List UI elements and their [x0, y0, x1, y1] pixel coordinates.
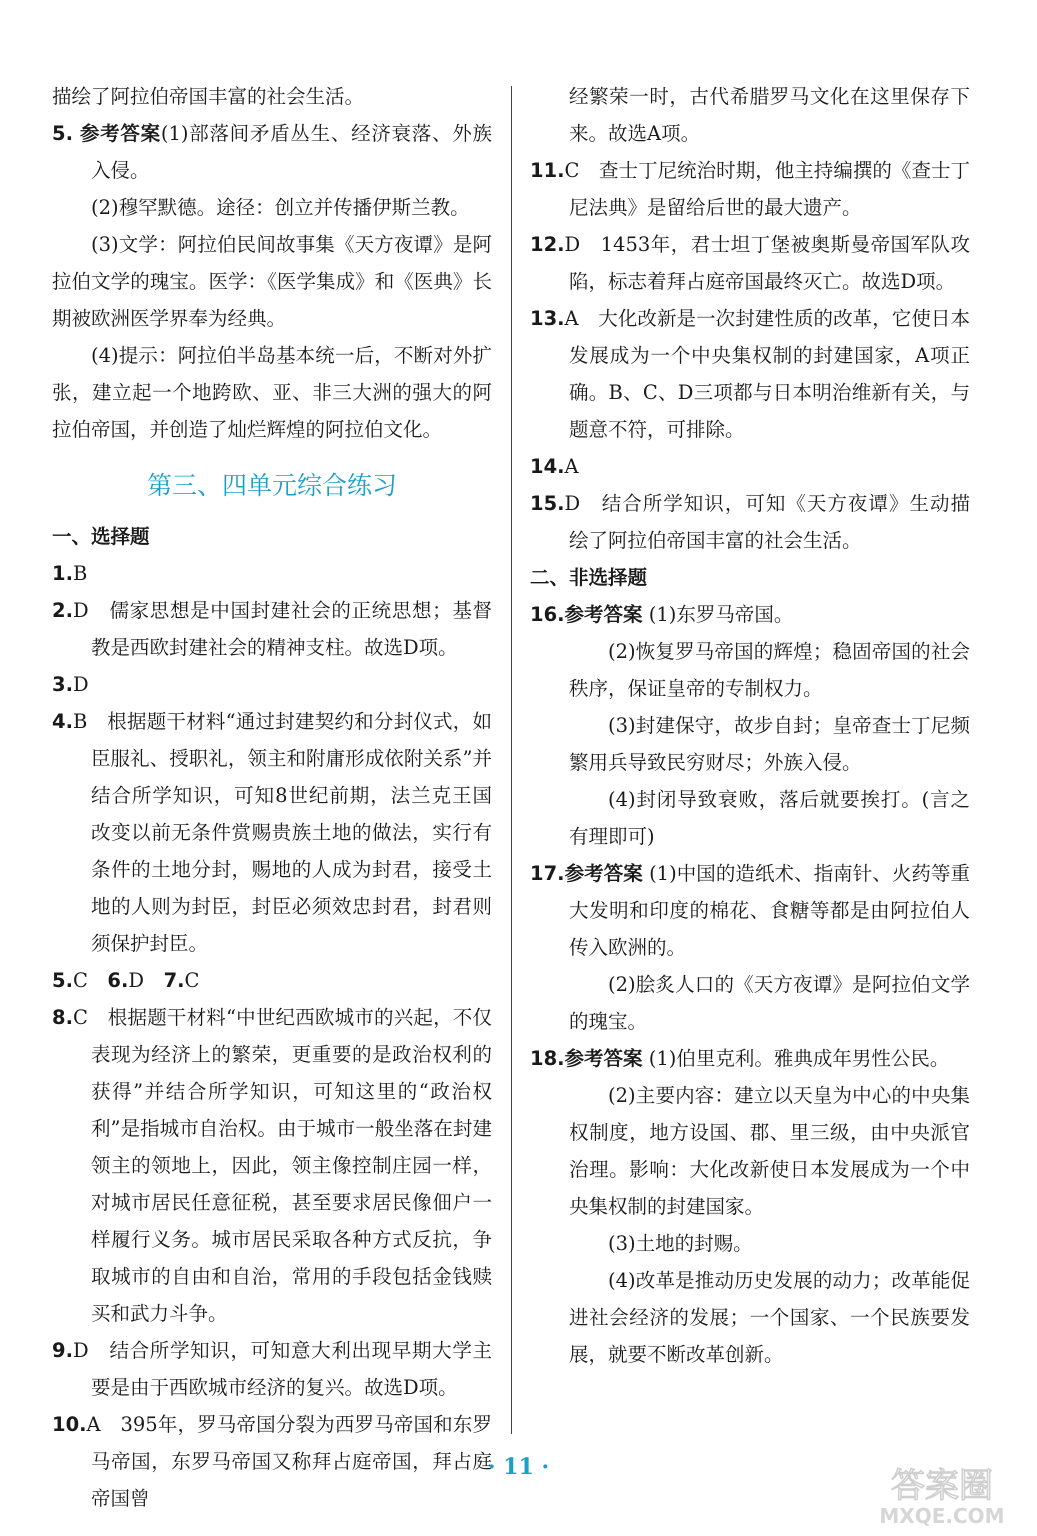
- answer-text: C: [72, 969, 88, 992]
- answer-text: A 大化改新是一次封建性质的改革，它使日本发展成为一个中央集权制的封建国家，A项正确。B、C、D三项都与日本明治维新有关，与题意不符，可排除。: [564, 307, 970, 441]
- page-number: · 11 ·: [487, 1454, 550, 1480]
- answer-item-12: [530, 226, 970, 300]
- answer-item-9: [52, 1332, 492, 1406]
- answer-text: A 395年，罗马帝国分裂为西罗马帝国和东罗马帝国，东罗马帝国又称拜占庭帝国，拜占庭帝国曾: [86, 1413, 492, 1510]
- answer-item-11: [530, 152, 970, 226]
- answer-item-5: [52, 115, 492, 189]
- item-number: 3.: [52, 673, 73, 696]
- item-number: 6.: [107, 969, 129, 992]
- answer-subpart: (2)主要内容：建立以天皇为中心的中央集权制度，地方设国、郡、里三级，由中央派官治理。影响：大化改新使日本发展成为一个中央集权制的封建国家。: [569, 1084, 970, 1218]
- answer-text: B 根据题干材料“通过封建契约和分封仪式，如臣服礼、授职礼，领主和附庸形成依附关系”并结合所学知识，可知8世纪前期，法兰克王国改变以前无条件赏赐贵族土地的做法，实行有条件的土地分封，赐地的人成为封君，接受土地的人则为封臣，封臣必须效忠封君，封君则须保护封臣。: [72, 710, 492, 955]
- answer-item-2: [52, 592, 492, 666]
- answer-item-18: [530, 1040, 970, 1077]
- item-number: 12.: [530, 233, 565, 256]
- answer-text: (1)东罗马帝国。: [648, 603, 794, 626]
- answer-label: 参考答案: [79, 122, 161, 145]
- watermark-url-text: MXQE.COM: [879, 1504, 1005, 1528]
- item-number: 13.: [530, 307, 565, 330]
- item-number: 2.: [52, 599, 73, 622]
- item-number: 9.: [52, 1339, 73, 1362]
- answer-text: C 根据题干材料“中世纪西欧城市的兴起，不仅表现为经济上的繁荣，更重要的是政治权利的获得”并结合所学知识，可知这里的“政治权利”是指城市自治权。由于城市一般坐落在封建领主的领地上，因此，领主像控制庄园一样，对城市居民任意征税，甚至要求居民像佃户一样履行义务。城市居民采取各种方式反抗，争取城市的自由和自治，常用的手段包括金钱赎买和武力斗争。: [72, 1006, 492, 1325]
- answer-item-8: [52, 999, 492, 1332]
- answer-subpart: (4)改革是推动历史发展的动力；改革能促进社会经济的发展；一个国家、一个民族要发展，就要不断改革创新。: [569, 1269, 970, 1366]
- answer-subpart: (3)封建保守，故步自封；皇帝查士丁尼频繁用兵导致民穷财尽；外族入侵。: [569, 714, 970, 774]
- answer-subpart: (4)提示：阿拉伯半岛基本统一后，不断对外扩张，建立起一个地跨欧、亚、非三大洲的强大的阿拉伯帝国，并创造了灿烂辉煌的阿拉伯文化。: [52, 344, 492, 441]
- item-number: 14.: [530, 455, 565, 478]
- left-column: [52, 78, 492, 1517]
- answer-text: (1)中国的造纸术、指南针、火药等重大发明和印度的棉花、食糖等都是由阿拉伯人传入欧洲的。: [569, 862, 970, 959]
- answer-text: D 结合所学知识，可知意大利出现早期大学主要是由于西欧城市经济的复兴。故选D项。: [72, 1339, 492, 1399]
- answer-label: 参考答案: [564, 1047, 643, 1070]
- item-number: 4.: [52, 710, 73, 733]
- answer-item-13: [530, 300, 970, 448]
- answer-text: D 1453年，君士坦丁堡被奥斯曼帝国军队攻陷，标志着拜占庭帝国最终灭亡。故选D项。: [564, 233, 970, 293]
- watermark-logo: [852, 1463, 1032, 1529]
- answer-item-1: [52, 555, 492, 592]
- answer-text: (1)伯里克利。雅典成年男性公民。: [648, 1047, 950, 1070]
- item-number: 17.: [530, 862, 565, 885]
- answer-item-3: [52, 666, 492, 703]
- answer-label: 参考答案: [564, 603, 643, 626]
- item-number: 16.: [530, 603, 565, 626]
- answer-item-4: [52, 703, 492, 962]
- item-number: 1.: [52, 562, 73, 585]
- answer-text: D 结合所学知识，可知《天方夜谭》生动描绘了阿拉伯帝国丰富的社会生活。: [564, 492, 970, 552]
- answer-item-17: [530, 855, 970, 966]
- answer-text: C: [184, 969, 200, 992]
- item-number: 5.: [52, 122, 73, 145]
- section-heading-choice: 一、选择题: [52, 525, 150, 548]
- answer-subpart: (2)穆罕默德。途径：创立并传播伊斯兰教。: [91, 196, 470, 219]
- answer-label: 参考答案: [564, 862, 643, 885]
- section-heading-nonchoice: 二、非选择题: [530, 566, 648, 589]
- answer-text: A: [564, 455, 579, 478]
- answer-subpart: (2)脍炙人口的《天方夜谭》是阿拉伯文学的瑰宝。: [569, 973, 970, 1033]
- watermark-logo-text: 答案圈: [891, 1466, 993, 1506]
- answer-item-15: [530, 485, 970, 559]
- item-number: 10.: [52, 1413, 87, 1436]
- answer-item-14: [530, 448, 970, 485]
- answer-text: D: [128, 969, 145, 992]
- answer-items-5-7: [52, 962, 492, 999]
- column-divider: [511, 86, 512, 1434]
- item-number: 11.: [530, 159, 565, 182]
- item-number: 8.: [52, 1006, 73, 1029]
- answer-text: D 儒家思想是中国封建社会的正统思想；基督教是西欧封建社会的精神支柱。故选D项。: [72, 599, 492, 659]
- item-number: 18.: [530, 1047, 565, 1070]
- answer-text: C 查士丁尼统治时期，他主持编撰的《查士丁尼法典》是留给后世的最大遗产。: [564, 159, 970, 219]
- answer-subpart: (4)封闭导致衰败，落后就要挨打。(言之有理即可): [569, 788, 970, 848]
- item-number: 5.: [52, 969, 73, 992]
- answer-text: (1)部落间矛盾丛生、经济衰落、外族入侵。: [91, 122, 492, 182]
- right-column: [530, 78, 970, 1373]
- paragraph-intro: 描绘了阿拉伯帝国丰富的社会生活。: [52, 85, 365, 108]
- answer-subpart: (2)恢复罗马帝国的辉煌；稳固帝国的社会秩序，保证皇帝的专制权力。: [569, 640, 970, 700]
- item-number: 7.: [163, 969, 185, 992]
- answer-item-16: [530, 596, 970, 633]
- answer-item-10-continued: 经繁荣一时，古代希腊罗马文化在这里保存下来。故选A项。: [569, 85, 970, 145]
- answer-text: D: [72, 673, 89, 696]
- answer-subpart: (3)文学：阿拉伯民间故事集《天方夜谭》是阿拉伯文学的瑰宝。医学：《医学集成》和《医典》长期被欧洲医学界奉为经典。: [52, 233, 492, 330]
- section-title: 第三、四单元综合练习: [146, 471, 397, 500]
- answer-subpart: (3)土地的封赐。: [608, 1232, 753, 1255]
- item-number: 15.: [530, 492, 565, 515]
- answer-text: B: [72, 562, 88, 585]
